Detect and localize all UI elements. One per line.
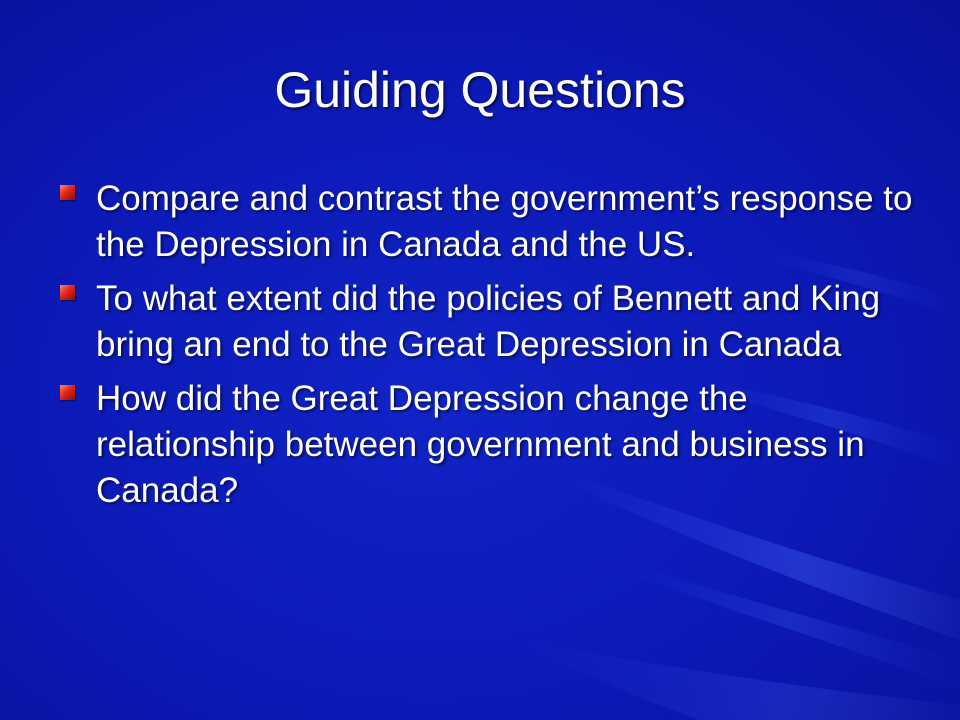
bullet-item-3 — [60, 376, 930, 514]
bullet-item-2 — [60, 276, 930, 368]
bullet-text: How did the Great Depression change the relationship between government and business in Canada? — [96, 379, 865, 510]
bullet-square-icon — [60, 385, 75, 400]
bullet-text: To what extent did the policies of Bennett and King bring an end to the Great Depression in Canada — [96, 279, 881, 364]
bullet-square-icon — [60, 285, 75, 300]
bullet-list — [60, 176, 930, 522]
bullet-item-1 — [60, 176, 930, 268]
bullet-text: Compare and contrast the government’s response to the Depression in Canada and the US. — [96, 179, 913, 264]
slide-title: Guiding Questions — [274, 62, 686, 118]
bullet-square-icon — [60, 185, 75, 200]
